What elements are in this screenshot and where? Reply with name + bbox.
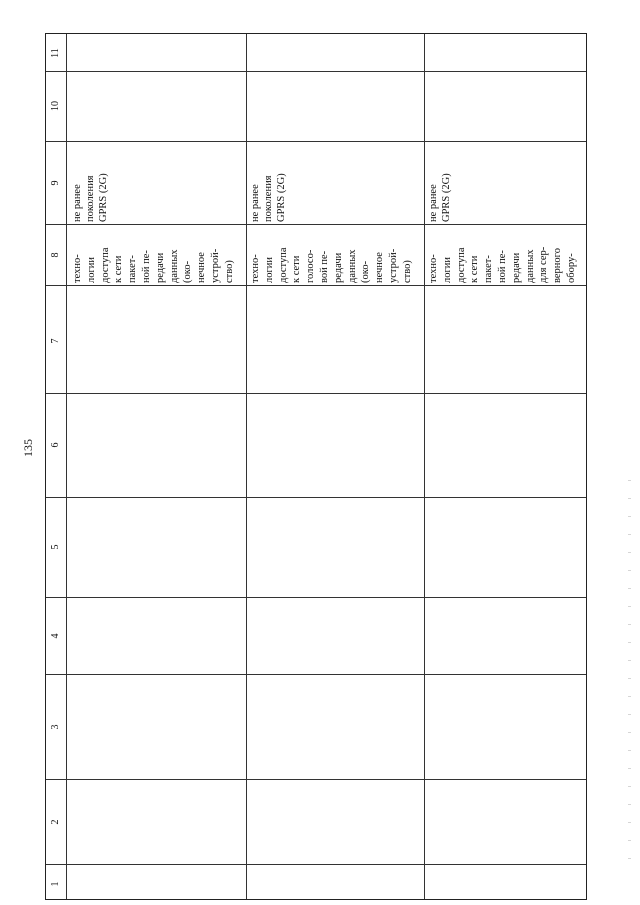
col-number-10: 10 (50, 101, 61, 111)
row3-col9-text: не ранее GPRS (2G) (428, 173, 452, 222)
col-number-3: 3 (50, 724, 61, 730)
col-number-6: 6 (50, 442, 61, 448)
col-boundary-8-7 (46, 285, 586, 286)
row2-col9-text: не ранее поколения GPRS (2G) (250, 173, 287, 222)
data-table (45, 33, 587, 900)
row-separator-1 (246, 34, 247, 899)
row3-col8-text: техно- логии доступа к сети пакет- ной пе- редачи данных для сер- верного обору- (428, 246, 577, 283)
row1-col8-text: техно- логии доступа к сети пакет- ной пе- редачи данных (око- нечное устрой- ство) (72, 247, 235, 283)
col-boundary-3-2 (46, 779, 586, 780)
col-boundary-5-4 (46, 597, 586, 598)
col-number-8: 8 (50, 252, 61, 258)
col-boundary-2-1 (46, 864, 586, 865)
scan-artifact (628, 480, 631, 860)
col-number-7: 7 (50, 338, 61, 344)
col-number-2: 2 (50, 819, 61, 825)
page-number: 135 (21, 439, 35, 457)
col-boundary-7-6 (46, 393, 586, 394)
col-number-1: 1 (50, 881, 61, 887)
col-boundary-11-10 (46, 71, 586, 72)
col-number-9: 9 (50, 180, 61, 186)
row2-col8-text: техно- логии доступа к сети голосо- вой пе- редачи данных (око- нечное устрой- ство) (250, 247, 413, 283)
col-number-4: 4 (50, 633, 61, 639)
col-boundary-6-5 (46, 497, 586, 498)
col-boundary-10-9 (46, 141, 586, 142)
col-boundary-9-8 (46, 224, 586, 225)
row1-col9-text: не ранее поколения GPRS (2G) (72, 173, 109, 222)
col-number-11: 11 (50, 48, 61, 58)
col-number-5: 5 (50, 544, 61, 550)
header-separator (66, 34, 67, 899)
col-boundary-4-3 (46, 674, 586, 675)
row-separator-2 (424, 34, 425, 899)
